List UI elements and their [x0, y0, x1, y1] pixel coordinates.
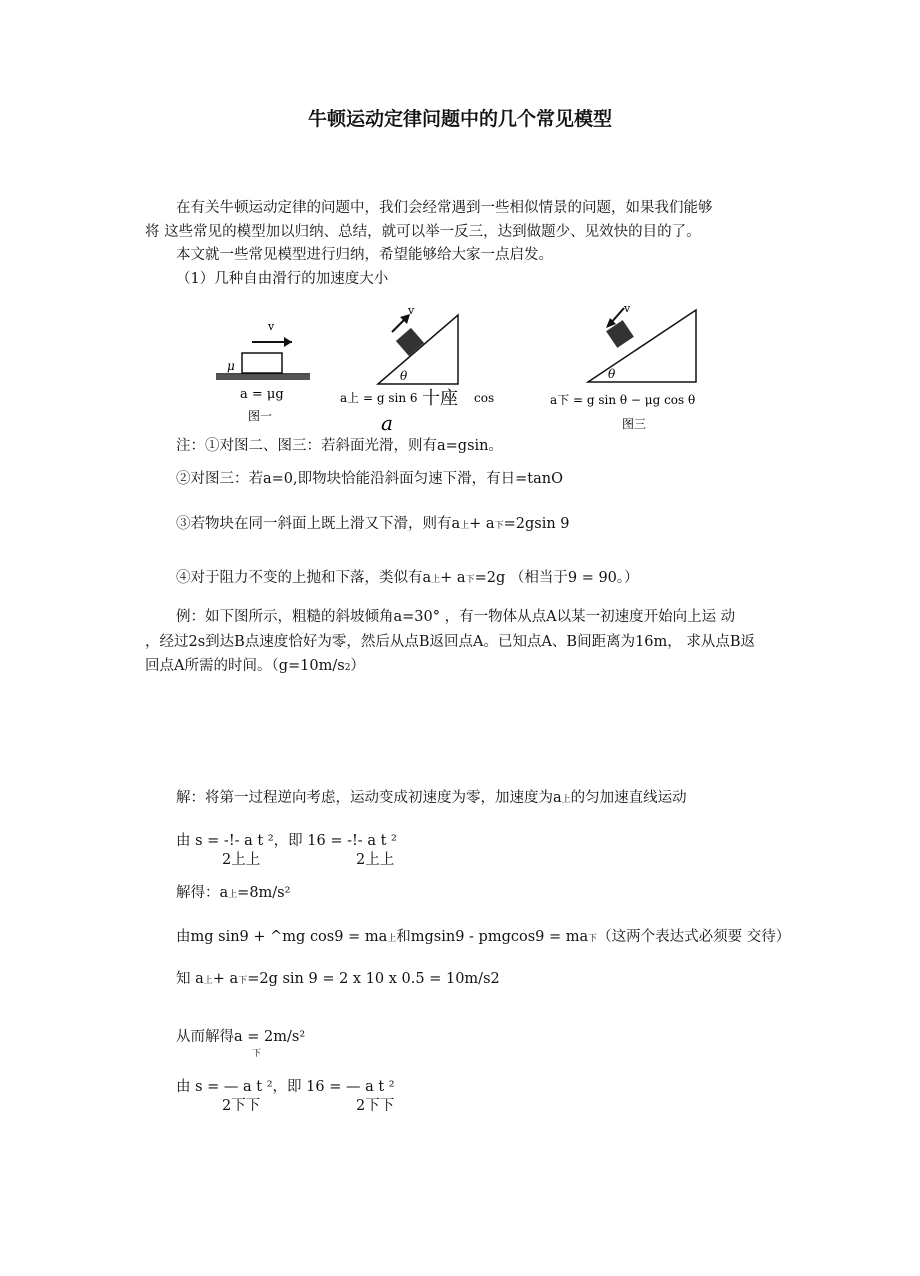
fig2-formula: a上 = g sin 6	[340, 391, 418, 405]
solution-line-5: 知 a上+ a下=2g sin 9 = 2 x 10 x 0.5 = 10m/s2	[176, 971, 500, 987]
note-3: ③若物块在同一斜面上既上滑又下滑，则有a上+ a下=2gsin 9	[176, 516, 570, 532]
solution-equation-1: 由 s = -!- a t ²，即 16 = -!- a t ²	[176, 833, 397, 849]
note-2: ②对图三：若a=0,即物块恰能沿斜面匀速下滑，有日=tanO	[176, 471, 563, 487]
fig1-velocity-label: v	[268, 320, 275, 333]
solution-line-1: 解：将第一过程逆向考虑，运动变成初速度为零，加速度为a上的匀加速直线运动	[176, 790, 687, 806]
solution-eq1-denominator-1: 2上上	[222, 852, 261, 868]
figure-1	[216, 320, 310, 423]
fig3-velocity-label: v	[624, 302, 631, 315]
figure-2	[340, 304, 494, 435]
example-line-2: ，经过2s到达B点速度恰好为零，然后从点B返回点A。已知点A、B间距离为16m， 求从点B返	[145, 634, 756, 650]
fig1-arrowhead	[284, 337, 292, 347]
note-4: ④对于阻力不变的上抛和下落，类似有a上+ a下=2g （相当于9 = 90。）	[176, 570, 639, 586]
solution-line-6-subscript: 下	[252, 1049, 262, 1059]
fig3-incline	[588, 310, 696, 382]
example-line-1: 例：如下图所示，粗糙的斜坡倾角a=30° ，有一物体从点A以某一初速度开始向上运 动	[176, 609, 736, 625]
fig2-incline	[378, 315, 458, 384]
intro-line-3: 本文就一些常见模型进行归纳，希望能够给大家一点启发。	[176, 247, 553, 263]
solution-eq2-denominator-2: 2下下	[356, 1098, 395, 1114]
fig1-block	[242, 353, 282, 373]
fig3-theta: θ	[608, 367, 616, 381]
fig2-velocity-label: v	[408, 304, 415, 317]
fig1-ground-hatch	[216, 375, 310, 380]
fig3-caption: 图三	[622, 417, 647, 431]
fig2-theta: θ	[400, 369, 408, 383]
solution-eq2-denominator-1: 2下下	[222, 1098, 261, 1114]
fig2-a-label: a	[381, 411, 393, 435]
solution-equation-2: 由 s = — a t ²，即 16 = — a t ²	[176, 1079, 395, 1095]
fig1-formula: a = μg	[240, 387, 284, 402]
note-1: 注：①对图二、图三：若斜面光滑，则有a=gsin。	[176, 438, 503, 454]
fig3-formula: a下 = g sin θ − μg cos θ	[550, 393, 696, 407]
fig2-block	[396, 328, 424, 356]
fig1-caption: 图一	[248, 409, 273, 423]
fig2-seat-text: 十座	[422, 388, 458, 409]
fig1-mu-label: μ	[227, 359, 235, 373]
fig2-cos-text: cos	[474, 391, 495, 405]
solution-line-3: 解得：a上=8m/s²	[176, 885, 291, 901]
intro-line-1: 在有关牛顿运动定律的问题中，我们会经常遇到一些相似情景的问题，如果我们能够	[176, 200, 713, 216]
solution-line-6: 从而解得a = 2m/s²	[176, 1029, 306, 1045]
acceleration-figures	[200, 300, 740, 440]
section-heading-1: （1）几种自由滑行的加速度大小	[176, 271, 389, 287]
page-title: 牛顿运动定律问题中的几个常见模型	[307, 108, 612, 130]
solution-line-4: 由mg sin9 + ^mg cos9 = ma上和mgsin9 - pmgcos9 = ma下（这两个表达式必须要 交待）	[176, 929, 791, 945]
solution-eq1-denominator-2: 2上上	[356, 852, 395, 868]
example-line-3: 回点A所需的时间。（g=10m/s2）	[145, 658, 365, 674]
intro-line-2: 将 这些常见的模型加以归纳、总结，就可以举一反三，达到做题少、见效快的目的了。	[145, 224, 701, 240]
figure-3	[550, 302, 696, 431]
